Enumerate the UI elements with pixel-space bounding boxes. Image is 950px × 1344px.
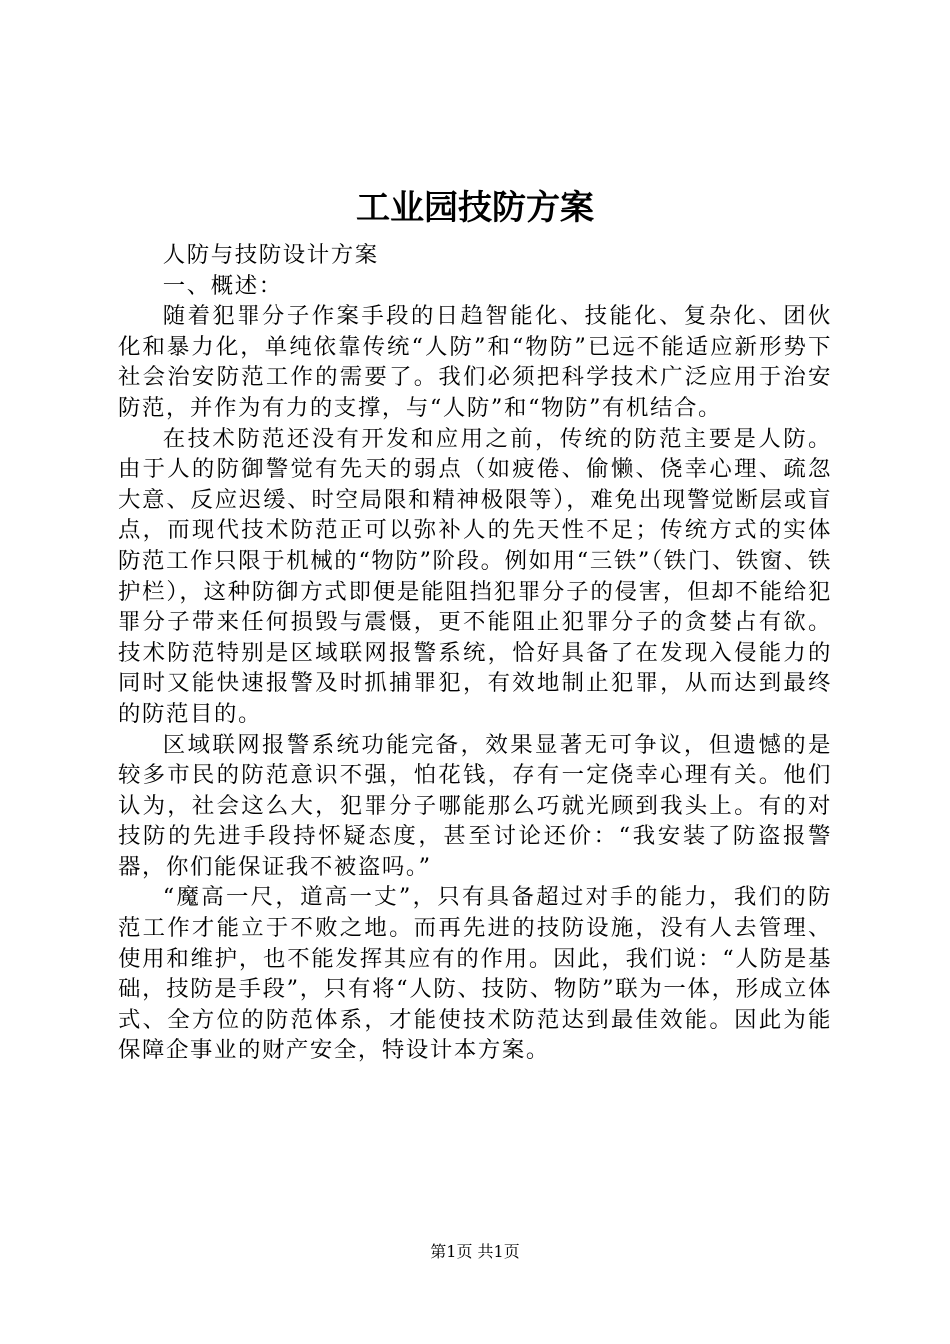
- body-paragraph: 在技术防范还没有开发和应用之前，传统的防范主要是人防。由于人的防御警觉有先天的弱点（如疲倦、偷懒、侥幸心理、疏忽大意、反应迟缓、时空局限和精神极限等），难免出现警觉断层或盲点，而现代技术防范正可以弥补人的先天性不足；传统方式的实体防范工作只限于机械的“物防”阶段。例如用“三铁”（铁门、铁窗、铁护栏），这种防御方式即便是能阻挡犯罪分子的侵害，但却不能给犯罪分子带来任何损毁与震慑，更不能阻止犯罪分子的贪婪占有欲。技术防范特别是区域联网报警系统，恰好具备了在发现入侵能力的同时又能快速报警及时抓捕罪犯，有效地制止犯罪，从而达到最终的防范目的。: [118, 425, 832, 727]
- subtitle-paragraph: 人防与技防设计方案: [162, 242, 379, 268]
- section-heading: 一、概述：: [162, 272, 283, 299]
- page-footer: 第1页 共1页: [430, 1242, 520, 1261]
- body-paragraph: 随着犯罪分子作案手段的日趋智能化、技能化、复杂化、团伙化和暴力化，单纯依靠传统“人防”和“物防”已远不能适应新形势下社会治安防范工作的需要了。我们必须把科学技术广泛应用于治安防范，并作为有力的支撑，与“人防”和“物防”有机结合。: [118, 303, 832, 421]
- body-paragraph: 区域联网报警系统功能完备，效果显著无可争议，但遗憾的是较多市民的防范意识不强，怕花钱，存有一定侥幸心理有关。他们认为，社会这么大，犯罪分子哪能那么巧就光顾到我头上。有的对技防的先进手段持怀疑态度，甚至讨论还价：“我安装了防盗报警器，你们能保证我不被盗吗。”: [118, 731, 832, 880]
- body-paragraph: “魔高一尺，道高一丈”，只有具备超过对手的能力，我们的防范工作才能立于不败之地。而再先进的技防设施，没有人去管理、使用和维护，也不能发挥其应有的作用。因此，我们说：“人防是基础，技防是手段”，只有将“人防、技防、物防”联为一体，形成立体式、全方位的防范体系，才能使技术防范达到最佳效能。因此为能保障企事业的财产安全，特设计本方案。: [118, 884, 832, 1064]
- document-title: 工业园技防方案: [356, 188, 594, 228]
- document-body: [118, 240, 832, 1066]
